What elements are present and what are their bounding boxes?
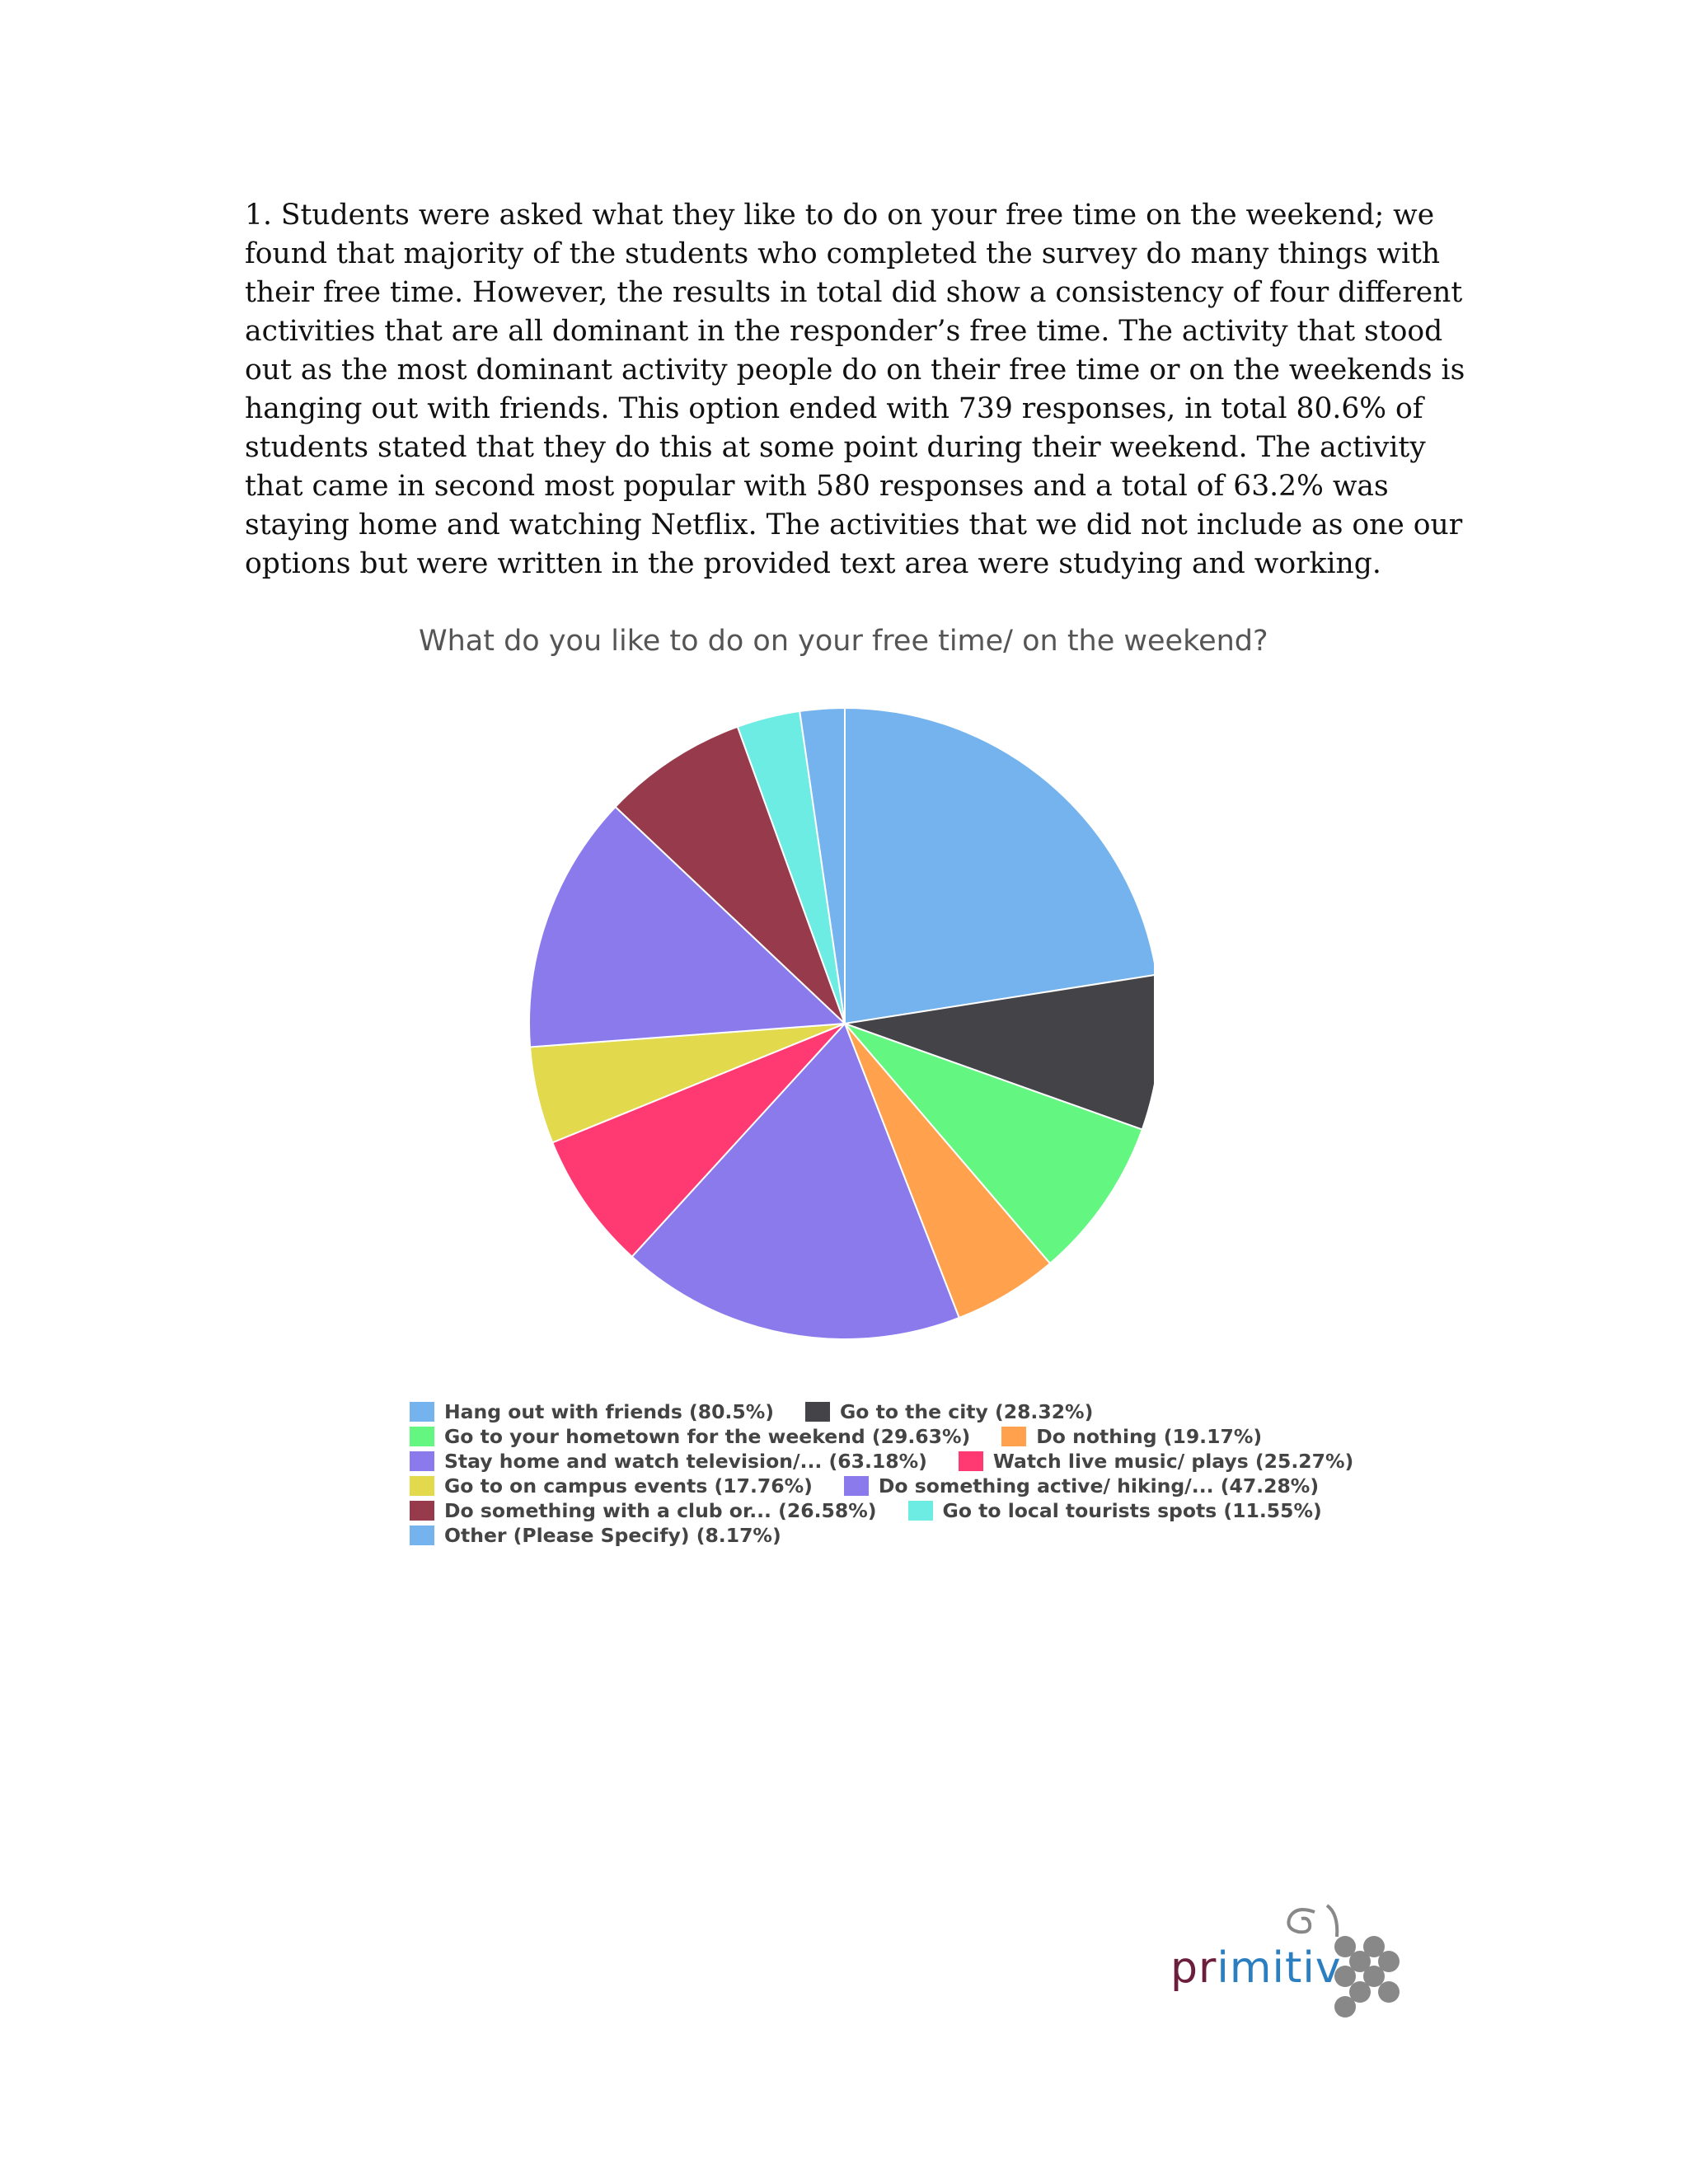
legend-swatch (805, 1402, 830, 1422)
primitivo-logo (1170, 1896, 1434, 2036)
paragraph-line: their free time. However, the results in total did show a consistency of four different (245, 276, 1463, 309)
legend-item[interactable] (410, 1474, 813, 1497)
legend-label: Watch live music/ plays (25.27%) (992, 1450, 1354, 1473)
legend-swatch (410, 1476, 434, 1496)
logo-swirl-icon (1288, 1910, 1315, 1932)
paragraph-line: out as the most dominant activity people do on their free time or on the weekends is (245, 354, 1465, 387)
legend-item[interactable] (410, 1400, 774, 1423)
paragraph-line: 1. Students were asked what they like to do on your free time on the weekend; we (245, 199, 1435, 232)
legend-swatch (959, 1451, 983, 1471)
legend-label: Do something with a club or... (26.58%) (444, 1499, 877, 1522)
legend-item[interactable] (410, 1524, 781, 1547)
pie-chart (528, 701, 1154, 1343)
legend-swatch (908, 1501, 933, 1521)
legend-item[interactable] (1001, 1425, 1262, 1448)
legend-item[interactable] (844, 1474, 1319, 1497)
paragraph-line: options but were written in the provided text area were studying and working. (245, 547, 1381, 580)
legend-label: Go to local tourists spots (11.55%) (942, 1499, 1322, 1522)
legend-swatch (410, 1402, 434, 1422)
legend-label: Go to the city (28.32%) (840, 1400, 1094, 1423)
paragraph-line: that came in second most popular with 580 responses and a total of 63.2% was (245, 470, 1389, 503)
legend-label: Other (Please Specify) (8.17%) (444, 1524, 781, 1547)
legend-row (410, 1424, 1333, 1449)
legend-swatch (410, 1427, 434, 1446)
legend-label: Do something active/ hiking/... (47.28%) (878, 1474, 1320, 1497)
legend-item[interactable] (410, 1450, 927, 1473)
legend-label: Do nothing (19.17%) (1036, 1425, 1263, 1448)
chart-legend (410, 1399, 1354, 1548)
logo-text-first: pr (1170, 1943, 1217, 1993)
legend-row (410, 1523, 1333, 1548)
legend-swatch (410, 1501, 434, 1521)
legend-item[interactable] (410, 1499, 877, 1522)
legend-label: Stay home and watch television/... (63.18%) (444, 1450, 927, 1473)
paragraph-line: hanging out with friends. This option ended with 739 responses, in total 80.6% of (245, 392, 1423, 425)
legend-row (410, 1449, 1354, 1474)
legend-swatch (410, 1451, 434, 1471)
legend-label: Hang out with friends (80.5%) (444, 1400, 774, 1423)
paragraph-line: staying home and watching Netflix. The activities that we did not include as one our (245, 509, 1463, 541)
legend-item[interactable] (805, 1400, 1093, 1423)
paragraph-line: activities that are all dominant in the responder’s free time. The activity that stood (245, 315, 1443, 348)
legend-row (410, 1399, 1333, 1424)
legend-item[interactable] (410, 1425, 970, 1448)
legend-item[interactable] (959, 1450, 1353, 1473)
logo-wordmark (1170, 1943, 1342, 1993)
legend-label: Go to on campus events (17.76%) (444, 1474, 813, 1497)
legend-swatch (844, 1476, 869, 1496)
legend-swatch (1001, 1427, 1026, 1446)
legend-label: Go to your hometown for the weekend (29.63%) (444, 1425, 971, 1448)
paragraph-line: found that majority of the students who completed the survey do many things with (245, 237, 1441, 270)
legend-swatch (410, 1526, 434, 1545)
logo-text-rest: imitiv (1217, 1943, 1342, 1993)
chart-title: What do you like to do on your free time/ on the weekend? (419, 625, 1268, 658)
legend-row (410, 1498, 1333, 1523)
pie-slice (845, 708, 1154, 1024)
paragraph-line: students stated that they do this at some point during their weekend. The activity (245, 431, 1426, 464)
legend-row (410, 1474, 1333, 1498)
survey-paragraph (245, 196, 1465, 583)
legend-item[interactable] (908, 1499, 1322, 1522)
